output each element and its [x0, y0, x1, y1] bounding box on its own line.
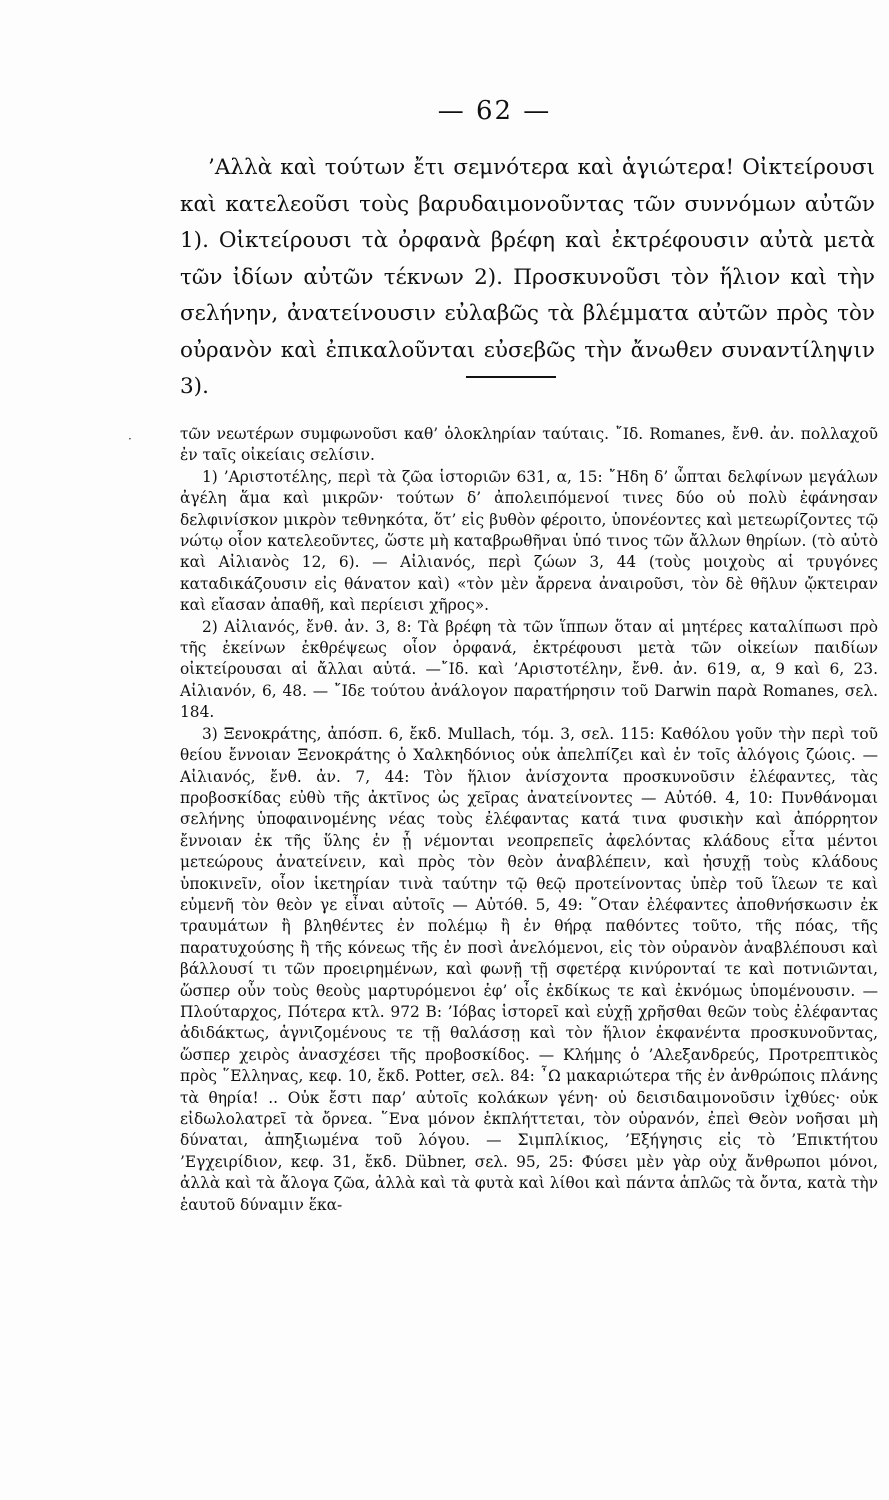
margin-mark: · — [128, 432, 132, 446]
footnote-1: 1) ’Αριστοτέλης, περὶ τὰ ζῶα ἱστοριῶν 631, α, 15: ῎Ηδη δ’ ὦπται δελφίνων μεγάλων ἀγέλη ἅμα καὶ μικρῶν· τούτων δ’ ἀπολειπόμενοί τινες δύο οὐ πολὺ ἐφάνησαν δελφινίσκον μικρὸν τεθνηκότα, ὅτ’ εἰς βυθὸν φέροιτο, ὑπονέοντες καὶ μετεωρίζοντες τῷ νώτῳ οἷον κατελεοῦντες, ὥστε μὴ καταβρωθῆναι ὑπό τινος τῶν ἄλλων θηρίων. (τὸ αὐτὸ καὶ Αἰλιανὸς 12, 6). — Αἰλιανός, περὶ ζώων 3, 44 (τοὺς μοιχοὺς αἱ τρυγόνες καταδικάζουσιν εἰς θάνατον καὶ) «τὸν μὲν ἄρρενα ἀναιροῦσι, τὸν δὲ θῆλυν ᾤκτειραν καὶ εἴασαν ἀπαθῆ, καὶ περίεισι χῆρος». — [180, 467, 878, 615]
footnote-2: 2) Αἰλιανός, ἔνθ. ἀν. 3, 8: Τὰ βρέφη τὰ τῶν ἵππων ὅταν αἱ μητέρες καταλίπωσι πρὸ τῆς ἐκείνων ἐκθρέψεως οἷον ὀρφανά, ἐκτρέφουσι μετὰ τῶν οἰκείων παιδίων οἰκτείρουσαι αἱ ἄλλαι αὐτά. —῎Ιδ. καὶ ’Αριστοτέλην, ἔνθ. ἀν. 619, α, 9 καὶ 6, 23. Αἰλιανόν, 6, 48. — ῎Ιδε τούτου ἀνάλογον παρατήρησιν τοῦ Darwin παρὰ Romanes, σελ. 184. — [180, 617, 878, 722]
footnote-divider — [466, 376, 556, 378]
main-text-block — [180, 150, 875, 406]
footnote-continuation: τῶν νεωτέρων συμφωνοῦσι καθ’ ὁλοκληρίαν ταύταις. ῎Ιδ. Romanes, ἔνθ. ἀν. πολλαχοῦ ἐν ταῖς οἰκείαις σελίσιν. — [180, 425, 878, 465]
footnotes-block — [180, 424, 878, 1216]
main-paragraph: ’Αλλὰ καὶ τούτων ἔτι σεμνότερα καὶ ἁγιώτερα! Οἰκτείρουσι καὶ κατελεοῦσι τοὺς βαρυδαιμονοῦντας τῶν συννόμων αὐτῶν 1). Οἰκτείρουσι τὰ ὀρφανὰ βρέφη καὶ ἐκτρέφουσιν αὐτὰ μετὰ τῶν ἰδίων αὐτῶν τέκνων 2). Προσκυνοῦσι τὸν ἥλιον καὶ τὴν σελήνην, ἀνατείνουσιν εὐλαβῶς τὰ βλέμματα αὐτῶν πρὸς τὸν οὐρανὸν καὶ ἐπικαλοῦνται εὐσεβῶς τὴν ἄνωθεν συναντίληψιν 3). — [180, 155, 875, 399]
page-number: — 62 — — [437, 96, 552, 126]
footnote-3: 3) Ξενοκράτης, ἀπόσπ. 6, ἔκδ. Mullach, τόμ. 3, σελ. 115: Καθόλου γοῦν τὴν περὶ τοῦ θείου ἔννοιαν Ξενοκράτης ὁ Χαλκηδόνιος οὐκ ἀπελπίζει καὶ ἐν τοῖς ἀλόγοις ζώοις. — Αἰλιανός, ἔνθ. ἀν. 7, 44: Τὸν ἥλιον ἀνίσχοντα προσκυνοῦσιν ἐλέφαντες, τὰς προβοσκίδας εὐθὺ τῆς ἀκτῖνος ὡς χεῖρας ἀνατείνοντες — Αὐτόθ. 4, 10: Πυνθάνομαι σελήνης ὑποφαινομένης νέας τοὺς ἐλέφαντας κατά τινα φυσικὴν καὶ ἀπόρρητον ἔννοιαν ἐκ τῆς ὕλης ἐν ᾗ νέμονται νεοπρεπεῖς ἀφελόντας κλάδους εἶτα μέντοι μετεώρους ἀνατείνειν, καὶ πρὸς τὸν θεὸν ἀναβλέπειν, καὶ ἡσυχῇ τοὺς κλάδους ὑποκινεῖν, οἷον ἱκετηρίαν τινὰ ταύτην τῷ θεῷ προτείνοντας ὑπὲρ τοῦ ἵλεων τε καὶ εὐμενῆ τὸν θεὸν γε εἶναι αὐτοῖς — Αὐτόθ. 5, 49: ῞Οταν ἐλέφαντες ἀποθνήσκωσιν ἐκ τραυμάτων ἢ βληθέντες ἐν πολέμῳ ἢ ἐν θήρᾳ παθόντες τοῦτο, τῆς πόας, τῆς παρατυχούσης ἢ τῆς κόνεως τῆς ἐν ποσὶ ἀνελόμενοι, εἰς τὸν οὐρανὸν ἀναβλέπουσι καὶ βάλλουσί τι τῶν προειρημένων, καὶ φωνῇ τῇ σφετέρᾳ κινύρονταί τε καὶ ποτνιῶνται, ὥσπερ οὖν τοὺς θεοὺς μαρτυρόμενοι ἐφ’ οἷς ἐκδίκως τε καὶ ἐκνόμως ὑπομένουσιν. — Πλούταρχος, Πότερα κτλ. 972 B: ’Ιόβας ἱστορεῖ καὶ εὐχῇ χρῆσθαι θεῶν τοὺς ἐλέφαντας ἀδιδάκτως, ἁγνιζομένους τε τῇ θαλάσσῃ καὶ τὸν ἥλιον ἐκφανέντα προσκυνοῦντας, ὥσπερ χειρὸς ἀνασχέσει τῆς προβοσκίδος. — Κλήμης ὁ ’Αλεξανδρεύς, Προτρεπτικὸς πρὸς ῞Ελληνας, κεφ. 10, ἔκδ. Potter, σελ. 84: ῏Ω μακαριώτερα τῆς ἐν ἀνθρώποις πλάνης τὰ θηρία! .. Οὐκ ἔστι παρ’ αὐτοῖς κολάκων γένη· οὐ δεισιδαιμονοῦσιν ἰχθύες· οὐκ εἰδωλολατρεῖ τὰ ὄρνεα. ῞Ενα μόνον ἐκπλήττεται, τὸν οὐρανόν, ἐπεὶ Θεὸν νοῆσαι μὴ δύναται, ἀπηξιωμένα τοῦ λόγου. — Σιμπλίκιος, ’Εξήγησις εἰς τὸ ’Επικτήτου ’Εγχειρίδιον, κεφ. 31, ἔκδ. Dübner, σελ. 95, 25: Φύσει μὲν γὰρ οὐχ ἄνθρωποι μόνοι, ἀλλὰ καὶ τὰ ἄλογα ζῶα, ἀλλὰ καὶ τὰ φυτὰ καὶ λίθοι καὶ πάντα ἁπλῶς τὰ ὄντα, κατὰ τὴν ἑαυτοῦ δύναμιν ἕκα- — [180, 724, 878, 1214]
